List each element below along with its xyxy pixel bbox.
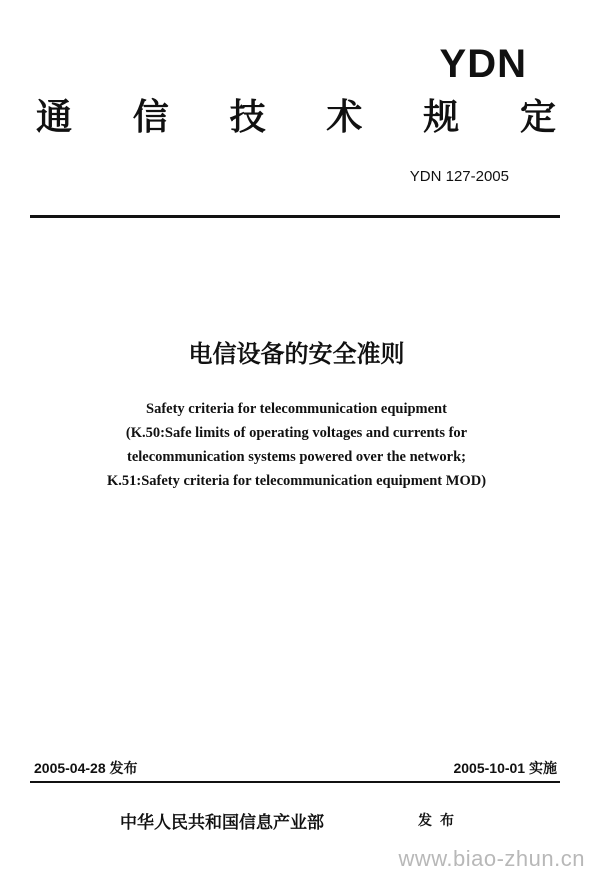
document-category xyxy=(36,97,556,138)
category-char: 通 xyxy=(36,97,73,138)
category-char: 信 xyxy=(132,97,169,138)
document-title-english xyxy=(0,397,593,493)
category-char: 术 xyxy=(326,97,363,138)
issue-date: 2005-04-28 发布 xyxy=(34,760,138,776)
implementation-date: 2005-10-01 实施 xyxy=(453,760,557,776)
category-char: 规 xyxy=(423,97,460,138)
english-title-line: K.51:Safety criteria for telecommunication equipment MOD) xyxy=(106,473,487,489)
category-char: 定 xyxy=(519,97,556,138)
series-mark: YDN xyxy=(439,42,527,86)
standard-number: YDN 127-2005 xyxy=(409,168,509,185)
document-title-chinese: 电信设备的安全准则 xyxy=(188,340,405,368)
footer-divider xyxy=(30,781,560,783)
english-title-line: telecommunication systems powered over the network; xyxy=(127,449,466,465)
website-watermark: www.biao-zhun.cn xyxy=(398,846,585,871)
english-title-line: Safety criteria for telecommunication equipment xyxy=(146,401,447,417)
issuer-suffix: 发布 xyxy=(418,813,462,829)
header-divider xyxy=(30,215,560,218)
english-title-line: (K.50:Safe limits of operating voltages and currents for xyxy=(125,425,468,441)
category-char: 技 xyxy=(229,97,266,138)
issuing-authority: 中华人民共和国信息产业部 xyxy=(120,813,324,833)
